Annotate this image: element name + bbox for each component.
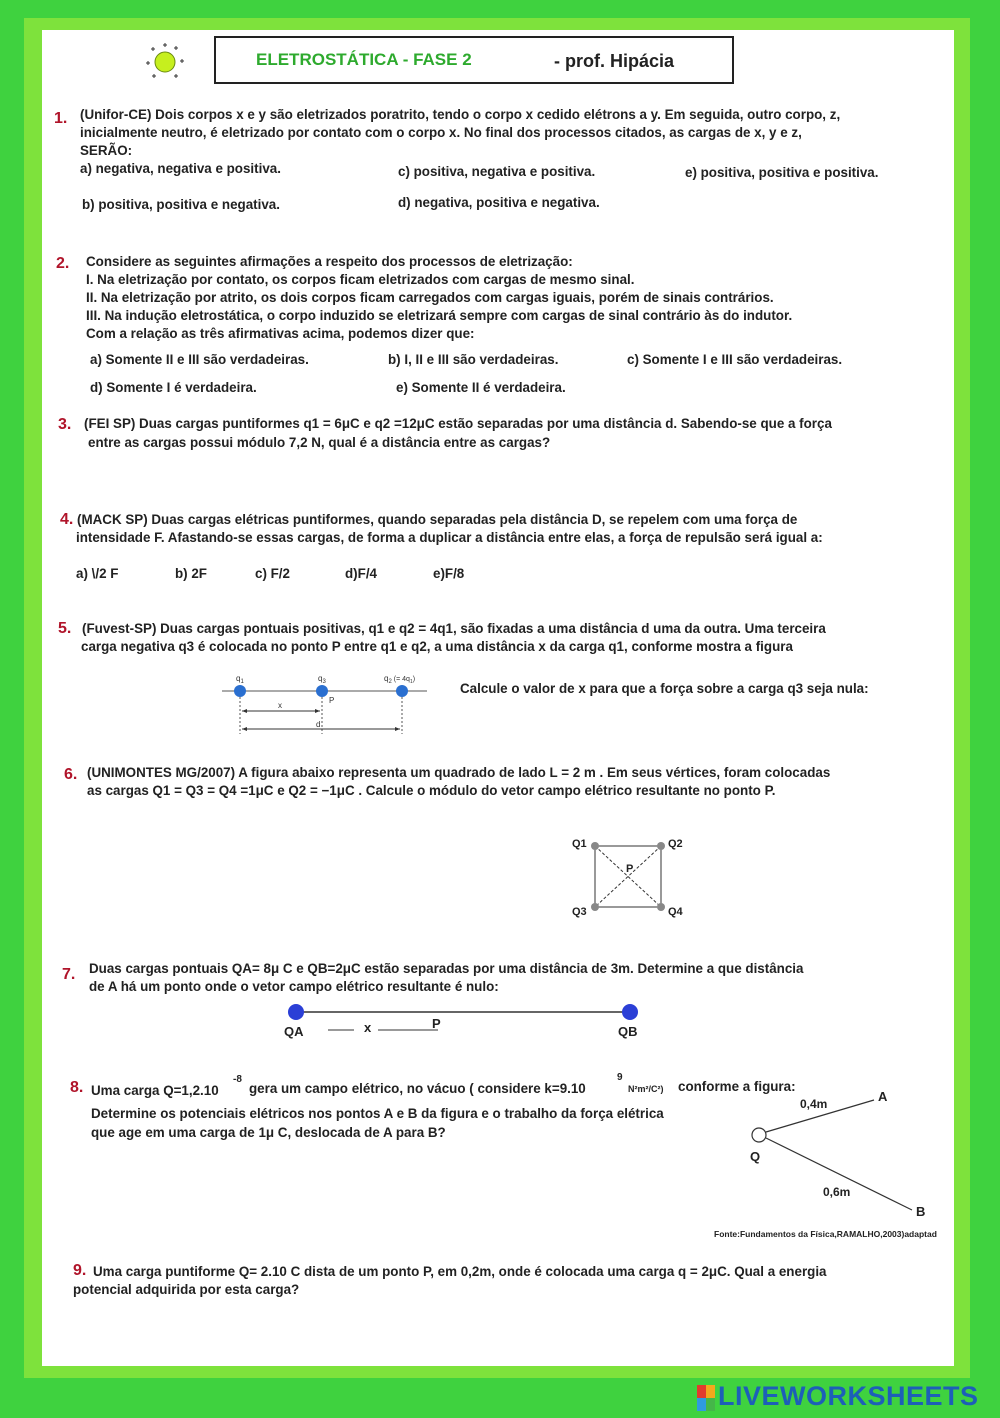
question-text: inicialmente neutro, é eletrizado por contato com o corpo x. No final dos processos citados, as cargas de x, y e z, <box>80 125 802 140</box>
label-a: A <box>878 1089 888 1104</box>
charge-q3 <box>591 903 599 911</box>
label-x: x <box>278 701 282 710</box>
charge-qa <box>288 1004 304 1020</box>
question-number: 1. <box>54 110 68 127</box>
label-q: Q <box>750 1149 761 1164</box>
charge-q1 <box>234 685 246 697</box>
charge-qb <box>622 1004 638 1020</box>
label-q1: q <box>236 674 241 683</box>
answer-option[interactable]: c) Somente I e III são verdadeiras. <box>627 352 843 367</box>
label-q1-sub: 1 <box>240 679 244 685</box>
question-number: 6. <box>64 766 78 783</box>
question-number: 9. <box>73 1262 87 1279</box>
answer-option[interactable]: a) \/2 F <box>76 566 119 581</box>
label-q2-eq-sub: 1 <box>409 679 413 685</box>
label-q2: Q2 <box>668 838 683 850</box>
label-d: d <box>316 720 321 729</box>
answer-option[interactable]: b) positiva, positiva e negativa. <box>82 197 280 212</box>
question-number: 8. <box>70 1079 84 1096</box>
exponent: -8 <box>233 1074 242 1085</box>
unit: N²m²/C²) <box>628 1084 664 1094</box>
question-text: III. Na indução eletrostática, o corpo induzido se eletrizará sempre com cargas de sinal contrário às do indutor. <box>86 308 793 323</box>
question-text: (UNIMONTES MG/2007) A figura abaixo representa um quadrado de lado L = 2 m . Em seus vértices, foram colocadas <box>87 765 831 780</box>
svg-text:q1 <box>236 674 244 685</box>
label-distance-a: 0,4m <box>800 1097 828 1111</box>
label-q3-sub: 3 <box>322 679 326 685</box>
label-q3: q <box>318 674 323 683</box>
label-qa: QA <box>284 1024 304 1039</box>
question-text: potencial adquirida por esta carga? <box>73 1282 300 1297</box>
label-q1: Q1 <box>572 838 587 850</box>
label-q4: Q4 <box>668 906 683 918</box>
charges-line-figure <box>222 670 434 740</box>
label-q2-eq-close: ) <box>412 676 416 683</box>
question-text: Uma carga Q=1,2.10 <box>91 1083 219 1098</box>
potential-figure <box>744 1086 940 1218</box>
question-text: carga negativa q3 é colocada no ponto P entre q1 e q2, a uma distância x da carga q1, conforme mostra a figura <box>81 639 793 654</box>
label-b: B <box>916 1204 926 1218</box>
question-text: (MACK SP) Duas cargas elétricas puntiformes, quando separadas pela distância D, se repelem com uma força de <box>77 512 798 527</box>
label-q3: Q3 <box>572 906 587 918</box>
question-text: (Fuvest-SP) Duas cargas pontuais positivas, q1 e q2 = 4q1, são fixadas a uma distância d uma da outra. Uma terceira <box>82 621 826 636</box>
question-number: 2. <box>56 255 70 272</box>
label-q2-sub: 2 <box>388 679 392 685</box>
charge-q3 <box>316 685 328 697</box>
question-text: Uma carga puntiforme Q= 2.10 C dista de um ponto P, em 0,2m, onde é colocada uma carga q = 2μC. Qual a energia <box>93 1264 827 1279</box>
charge-q4 <box>657 903 665 911</box>
answer-option[interactable]: c) F/2 <box>255 566 290 581</box>
question-text: (Unifor-CE) Dois corpos x e y são eletrizados poratrito, tendo o corpo x cedido elétrons a y. Em seguida, outro corpo, z, <box>80 107 841 122</box>
charge-q <box>752 1128 766 1142</box>
label-qb: QB <box>618 1024 638 1039</box>
question-text: Duas cargas pontuais QA= 8μ C e QB=2μC estão separadas por uma distância de 3m. Determine a que distância <box>89 961 804 976</box>
question-number: 4. <box>60 511 74 528</box>
label-distance-b: 0,6m <box>823 1185 851 1199</box>
answer-option[interactable]: c) positiva, negativa e positiva. <box>398 164 596 179</box>
answer-option[interactable]: a) negativa, negativa e positiva. <box>80 161 281 176</box>
answer-option[interactable]: d)F/4 <box>345 566 377 581</box>
answer-option[interactable]: d) negativa, positiva e negativa. <box>398 195 600 210</box>
square-charges-figure <box>566 832 690 924</box>
question-text: SERÃO: <box>80 143 133 158</box>
figure-source: Fonte:Fundamentos da Física,RAMALHO,2003)adaptad <box>714 1229 937 1239</box>
question-text: que age em uma carga de 1μ C, deslocada de A para B? <box>91 1125 446 1140</box>
charge-q1 <box>591 842 599 850</box>
two-charges-figure <box>280 998 650 1042</box>
sun-icon <box>144 43 186 81</box>
svg-text:q3 <box>318 674 326 685</box>
question-text: Considere as seguintes afirmações a respeito dos processos de eletrização: <box>86 254 573 269</box>
answer-option[interactable]: b) 2F <box>175 566 207 581</box>
label-p: P <box>329 696 335 705</box>
question-text: (FEI SP) Duas cargas puntiformes q1 = 6μC e q2 =12μC estão separadas por uma distância d. Sabendo-se que a força <box>84 416 832 431</box>
charge-q2 <box>657 842 665 850</box>
question-text: conforme a figura: <box>678 1079 796 1094</box>
question-text: Com a relação as três afirmativas acima, podemos dizer que: <box>86 326 475 341</box>
question-text: as cargas Q1 = Q3 = Q4 =1μC e Q2 = −1μC . Calcule o módulo do vetor campo elétrico resultante no ponto P. <box>87 783 776 798</box>
label-q2-eq: (= 4q <box>393 676 410 683</box>
answer-option[interactable]: d) Somente I é verdadeira. <box>90 380 257 395</box>
question-text: gera um campo elétrico, no vácuo ( considere k=9.10 <box>249 1081 586 1096</box>
answer-option[interactable]: e) Somente II é verdadeira. <box>396 380 566 395</box>
question-text: I. Na eletrização por contato, os corpos ficam eletrizados com cargas de mesmo sinal. <box>86 272 635 287</box>
question-text: entre as cargas possui módulo 7,2 N, qual é a distância entre as cargas? <box>88 435 551 450</box>
question-text: intensidade F. Afastando-se essas cargas, de forma a duplicar a distância entre elas, a força de repulsão será igual a: <box>76 530 823 545</box>
question-instruction: Calcule o valor de x para que a força sobre a carga q3 seja nula: <box>460 681 869 696</box>
answer-option[interactable]: e) positiva, positiva e positiva. <box>685 165 879 180</box>
author: - prof. Hipácia <box>554 51 675 71</box>
question-text: Determine os potenciais elétricos nos pontos A e B da figura e o trabalho da força elétrica <box>91 1106 664 1121</box>
question-number: 7. <box>62 966 76 983</box>
label-q2: q <box>384 674 389 683</box>
worksheet-title: ELETROSTÁTICA - FASE 2 <box>256 50 472 69</box>
question-number: 3. <box>58 416 72 433</box>
label-p: P <box>432 1016 441 1031</box>
question-text: de A há um ponto onde o vetor campo elétrico resultante é nulo: <box>89 979 499 994</box>
question-number: 5. <box>58 620 72 637</box>
exponent: 9 <box>617 1072 623 1083</box>
charge-q2 <box>396 685 408 697</box>
answer-option[interactable]: b) I, II e III são verdadeiras. <box>388 352 559 367</box>
svg-text:q2(= 4q1) <box>384 674 415 685</box>
question-text: II. Na eletrização por atrito, os dois corpos ficam carregados com cargas iguais, porém de sinais contrários. <box>86 290 774 305</box>
answer-option[interactable]: a) Somente II e III são verdadeiras. <box>90 352 309 367</box>
liveworksheets-brand[interactable]: LIVEWORKSHEETS <box>718 1381 979 1411</box>
label-x: x <box>364 1020 372 1035</box>
answer-option[interactable]: e)F/8 <box>433 566 465 581</box>
liveworksheets-logo-icon <box>697 1385 715 1411</box>
label-p: P <box>626 863 634 875</box>
